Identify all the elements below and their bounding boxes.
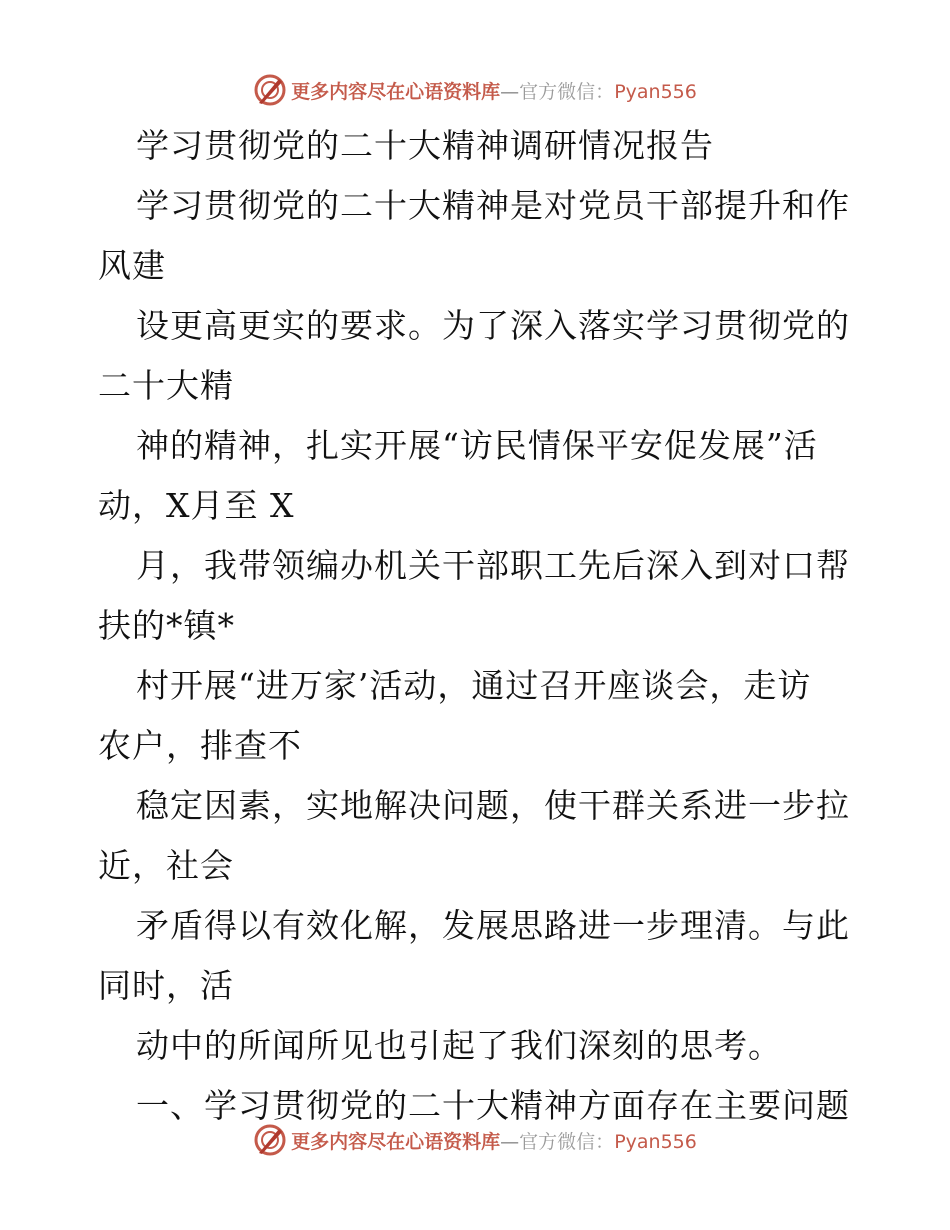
- banner-dash: —: [500, 1130, 520, 1153]
- paragraph-line: 设更高更实的要求。为了深入落实学习贯彻党的: [136, 306, 850, 345]
- paragraph-line: 月，我带领编办机关干部职工先后深入到对口帮: [136, 546, 850, 585]
- banner-wechat-id: Pyan556: [614, 80, 697, 103]
- paragraph-line: 村开展“进万家’活动，通过召开座谈会，走访: [136, 666, 812, 705]
- section-heading: 一、学习贯彻党的二十大精神方面存在主要问题: [136, 1086, 850, 1125]
- quill-seal-logo-icon: [253, 1123, 287, 1157]
- paragraph-line: 风建: [98, 246, 166, 285]
- paragraph-line: 农户，排查不: [98, 726, 302, 765]
- header-watermark-banner: [0, 70, 950, 110]
- paragraph-line: 神的精神，扎实开展“访民情保平安促发展”活: [136, 426, 818, 465]
- banner-dash: —: [500, 80, 520, 103]
- paragraph-line: 近，社会: [98, 846, 234, 885]
- banner-wechat-id: Pyan556: [614, 1130, 697, 1153]
- paragraph-line: 二十大精: [98, 366, 234, 405]
- banner-library-text: 更多内容尽在心语资料库: [291, 1130, 501, 1153]
- paragraph-line: 同时，活: [98, 966, 234, 1005]
- footer-watermark-banner: [0, 1120, 950, 1160]
- document-title: 学习贯彻党的二十大精神调研情况报告: [136, 126, 714, 165]
- paragraph-line: 矛盾得以有效化解，发展思路进一步理清。与此: [136, 906, 850, 945]
- paragraph-line: 动中的所闻所见也引起了我们深刻的思考。: [136, 1026, 782, 1065]
- banner-library-text: 更多内容尽在心语资料库: [291, 80, 501, 103]
- banner-wechat-label: 官方微信：: [519, 80, 615, 103]
- banner-wechat-label: 官方微信：: [519, 1130, 615, 1153]
- quill-seal-logo-icon: [253, 73, 287, 107]
- paragraph-line: 稳定因素，实地解决问题，使干群关系进一步拉: [136, 786, 850, 825]
- paragraph-line: 动，X月至 X: [98, 486, 295, 525]
- paragraph-line: 学习贯彻党的二十大精神是对党员干部提升和作: [136, 186, 850, 225]
- paragraph-line: 扶的*镇*: [98, 606, 235, 645]
